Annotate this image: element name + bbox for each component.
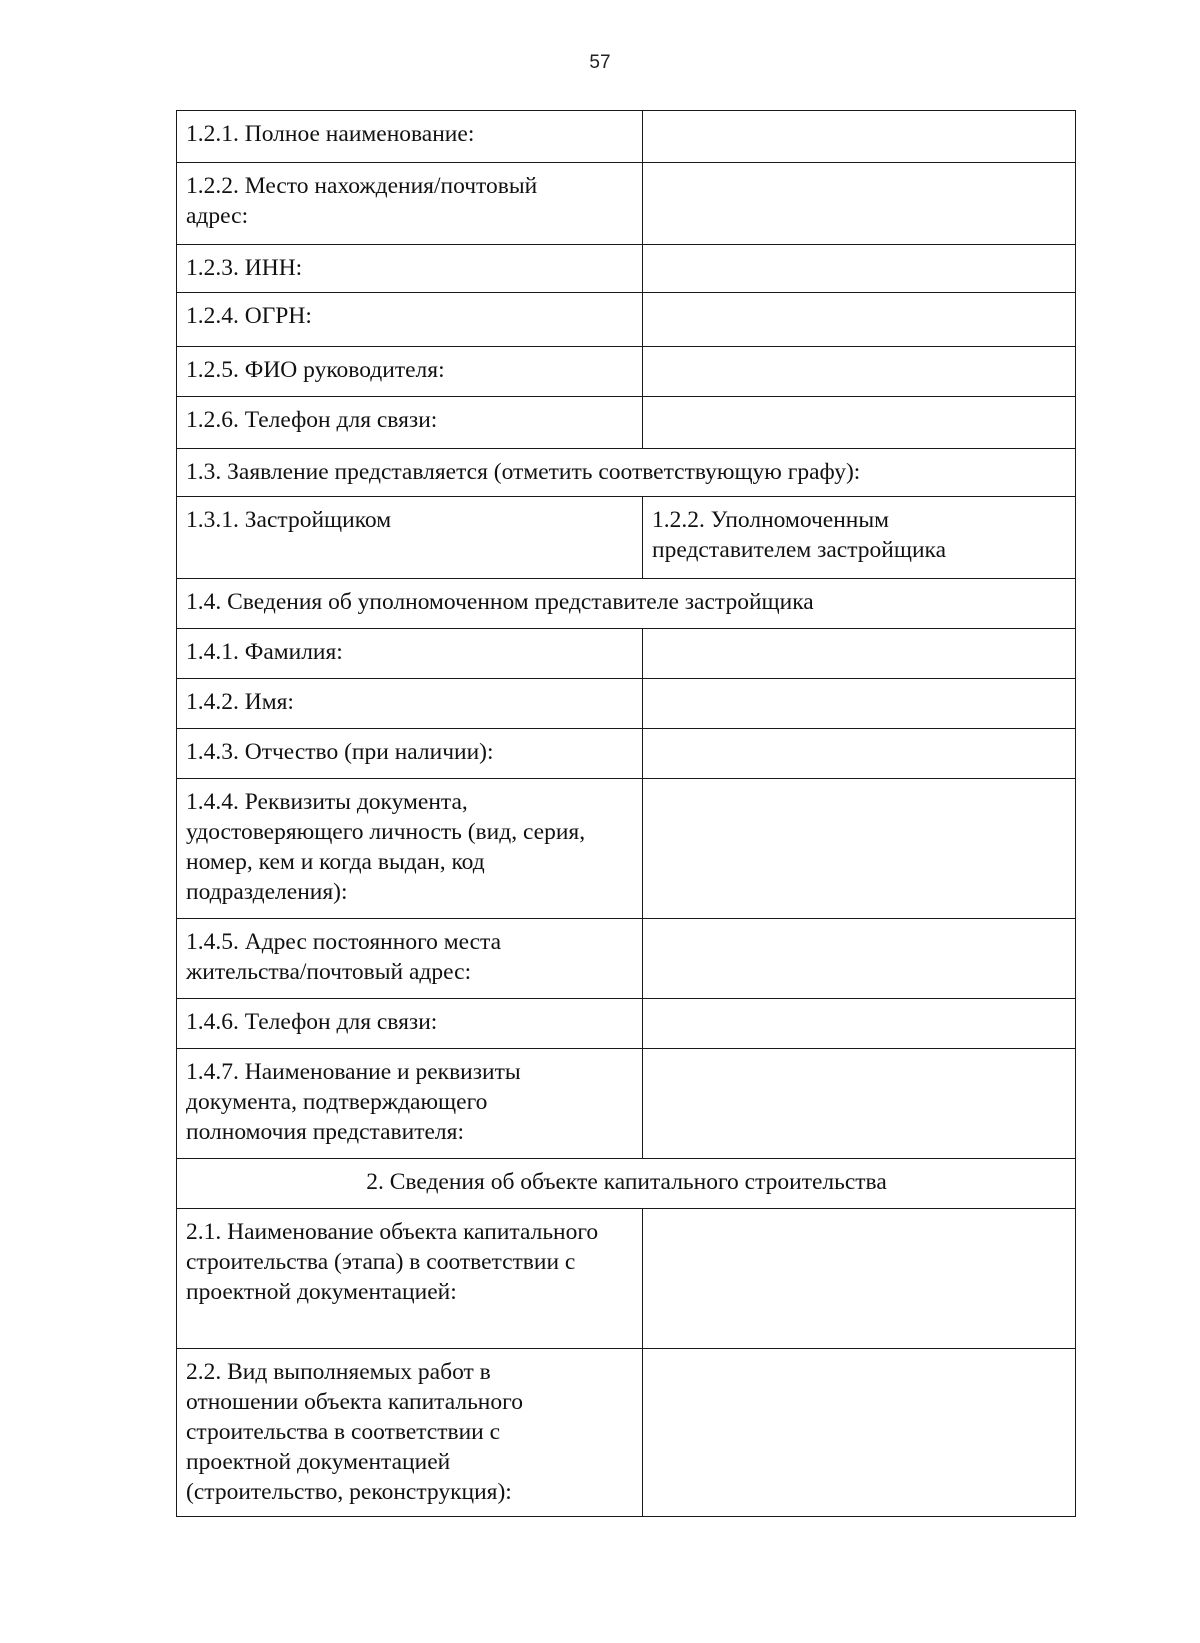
table-row: [177, 245, 1076, 293]
field-label-residence-address: 1.4.5. Адрес постоянного места жительства/почтовый адрес:: [177, 919, 643, 999]
field-value-object-name[interactable]: [643, 1209, 1076, 1349]
field-value-residence-address[interactable]: [643, 919, 1076, 999]
field-label-director-name: 1.2.5. ФИО руководителя:: [177, 347, 643, 397]
field-value-first-name[interactable]: [643, 679, 1076, 729]
field-label-first-name: 1.4.2. Имя:: [177, 679, 643, 729]
table-row: [177, 293, 1076, 347]
field-value-id-document[interactable]: [643, 779, 1076, 919]
field-label-ogrn: 1.2.4. ОГРН:: [177, 293, 643, 347]
field-value-full-name[interactable]: [643, 111, 1076, 163]
option-developer[interactable]: 1.3.1. Застройщиком: [177, 497, 643, 579]
field-label-phone: 1.2.6. Телефон для связи:: [177, 397, 643, 449]
table-row: [177, 1049, 1076, 1159]
section-header-row: [177, 579, 1076, 629]
table-row: [177, 999, 1076, 1049]
field-label-inn: 1.2.3. ИНН:: [177, 245, 643, 293]
table-row: [177, 163, 1076, 245]
field-value-location-address[interactable]: [643, 163, 1076, 245]
table-row: [177, 397, 1076, 449]
field-label-representative-phone: 1.4.6. Телефон для связи:: [177, 999, 643, 1049]
table-row: [177, 729, 1076, 779]
application-form-table: [176, 110, 1076, 1517]
section-header-row: [177, 1159, 1076, 1209]
field-value-ogrn[interactable]: [643, 293, 1076, 347]
field-value-inn[interactable]: [643, 245, 1076, 293]
field-value-director-name[interactable]: [643, 347, 1076, 397]
option-authorized-representative[interactable]: 1.2.2. Уполномоченным представителем застройщика: [643, 497, 1076, 579]
field-value-patronymic[interactable]: [643, 729, 1076, 779]
table-row: [177, 919, 1076, 999]
field-label-authority-document: 1.4.7. Наименование и реквизиты документа, подтверждающего полномочия представителя:: [177, 1049, 643, 1159]
field-label-full-name: 1.2.1. Полное наименование:: [177, 111, 643, 163]
field-value-work-type[interactable]: [643, 1349, 1076, 1517]
table-row: [177, 1209, 1076, 1349]
page-number: 57: [589, 52, 611, 73]
table-row: [177, 779, 1076, 919]
field-value-phone[interactable]: [643, 397, 1076, 449]
field-label-work-type: 2.2. Вид выполняемых работ в отношении объекта капитального строительства в соответствии с проектной документацией (строительство, реконструкция):: [177, 1349, 643, 1517]
field-label-object-name: 2.1. Наименование объекта капитального строительства (этапа) в соответствии с проектной документацией:: [177, 1209, 643, 1349]
field-value-representative-phone[interactable]: [643, 999, 1076, 1049]
field-label-patronymic: 1.4.3. Отчество (при наличии):: [177, 729, 643, 779]
table-row: [177, 679, 1076, 729]
table-row: [177, 347, 1076, 397]
field-value-surname[interactable]: [643, 629, 1076, 679]
section-header-2: 2. Сведения об объекте капитального строительства: [177, 1159, 1076, 1209]
table-row: [177, 111, 1076, 163]
field-label-id-document: 1.4.4. Реквизиты документа, удостоверяющего личность (вид, серия, номер, кем и когда выдан, код подразделения):: [177, 779, 643, 919]
field-value-authority-document[interactable]: [643, 1049, 1076, 1159]
table-row: [177, 1349, 1076, 1517]
field-label-location-address: 1.2.2. Место нахождения/почтовый адрес:: [177, 163, 643, 245]
section-header-row: [177, 449, 1076, 497]
section-header-1-3: 1.3. Заявление представляется (отметить соответствующую графу):: [177, 449, 1076, 497]
table-row: [177, 629, 1076, 679]
field-label-surname: 1.4.1. Фамилия:: [177, 629, 643, 679]
option-row: [177, 497, 1076, 579]
section-header-1-4: 1.4. Сведения об уполномоченном представителе застройщика: [177, 579, 1076, 629]
